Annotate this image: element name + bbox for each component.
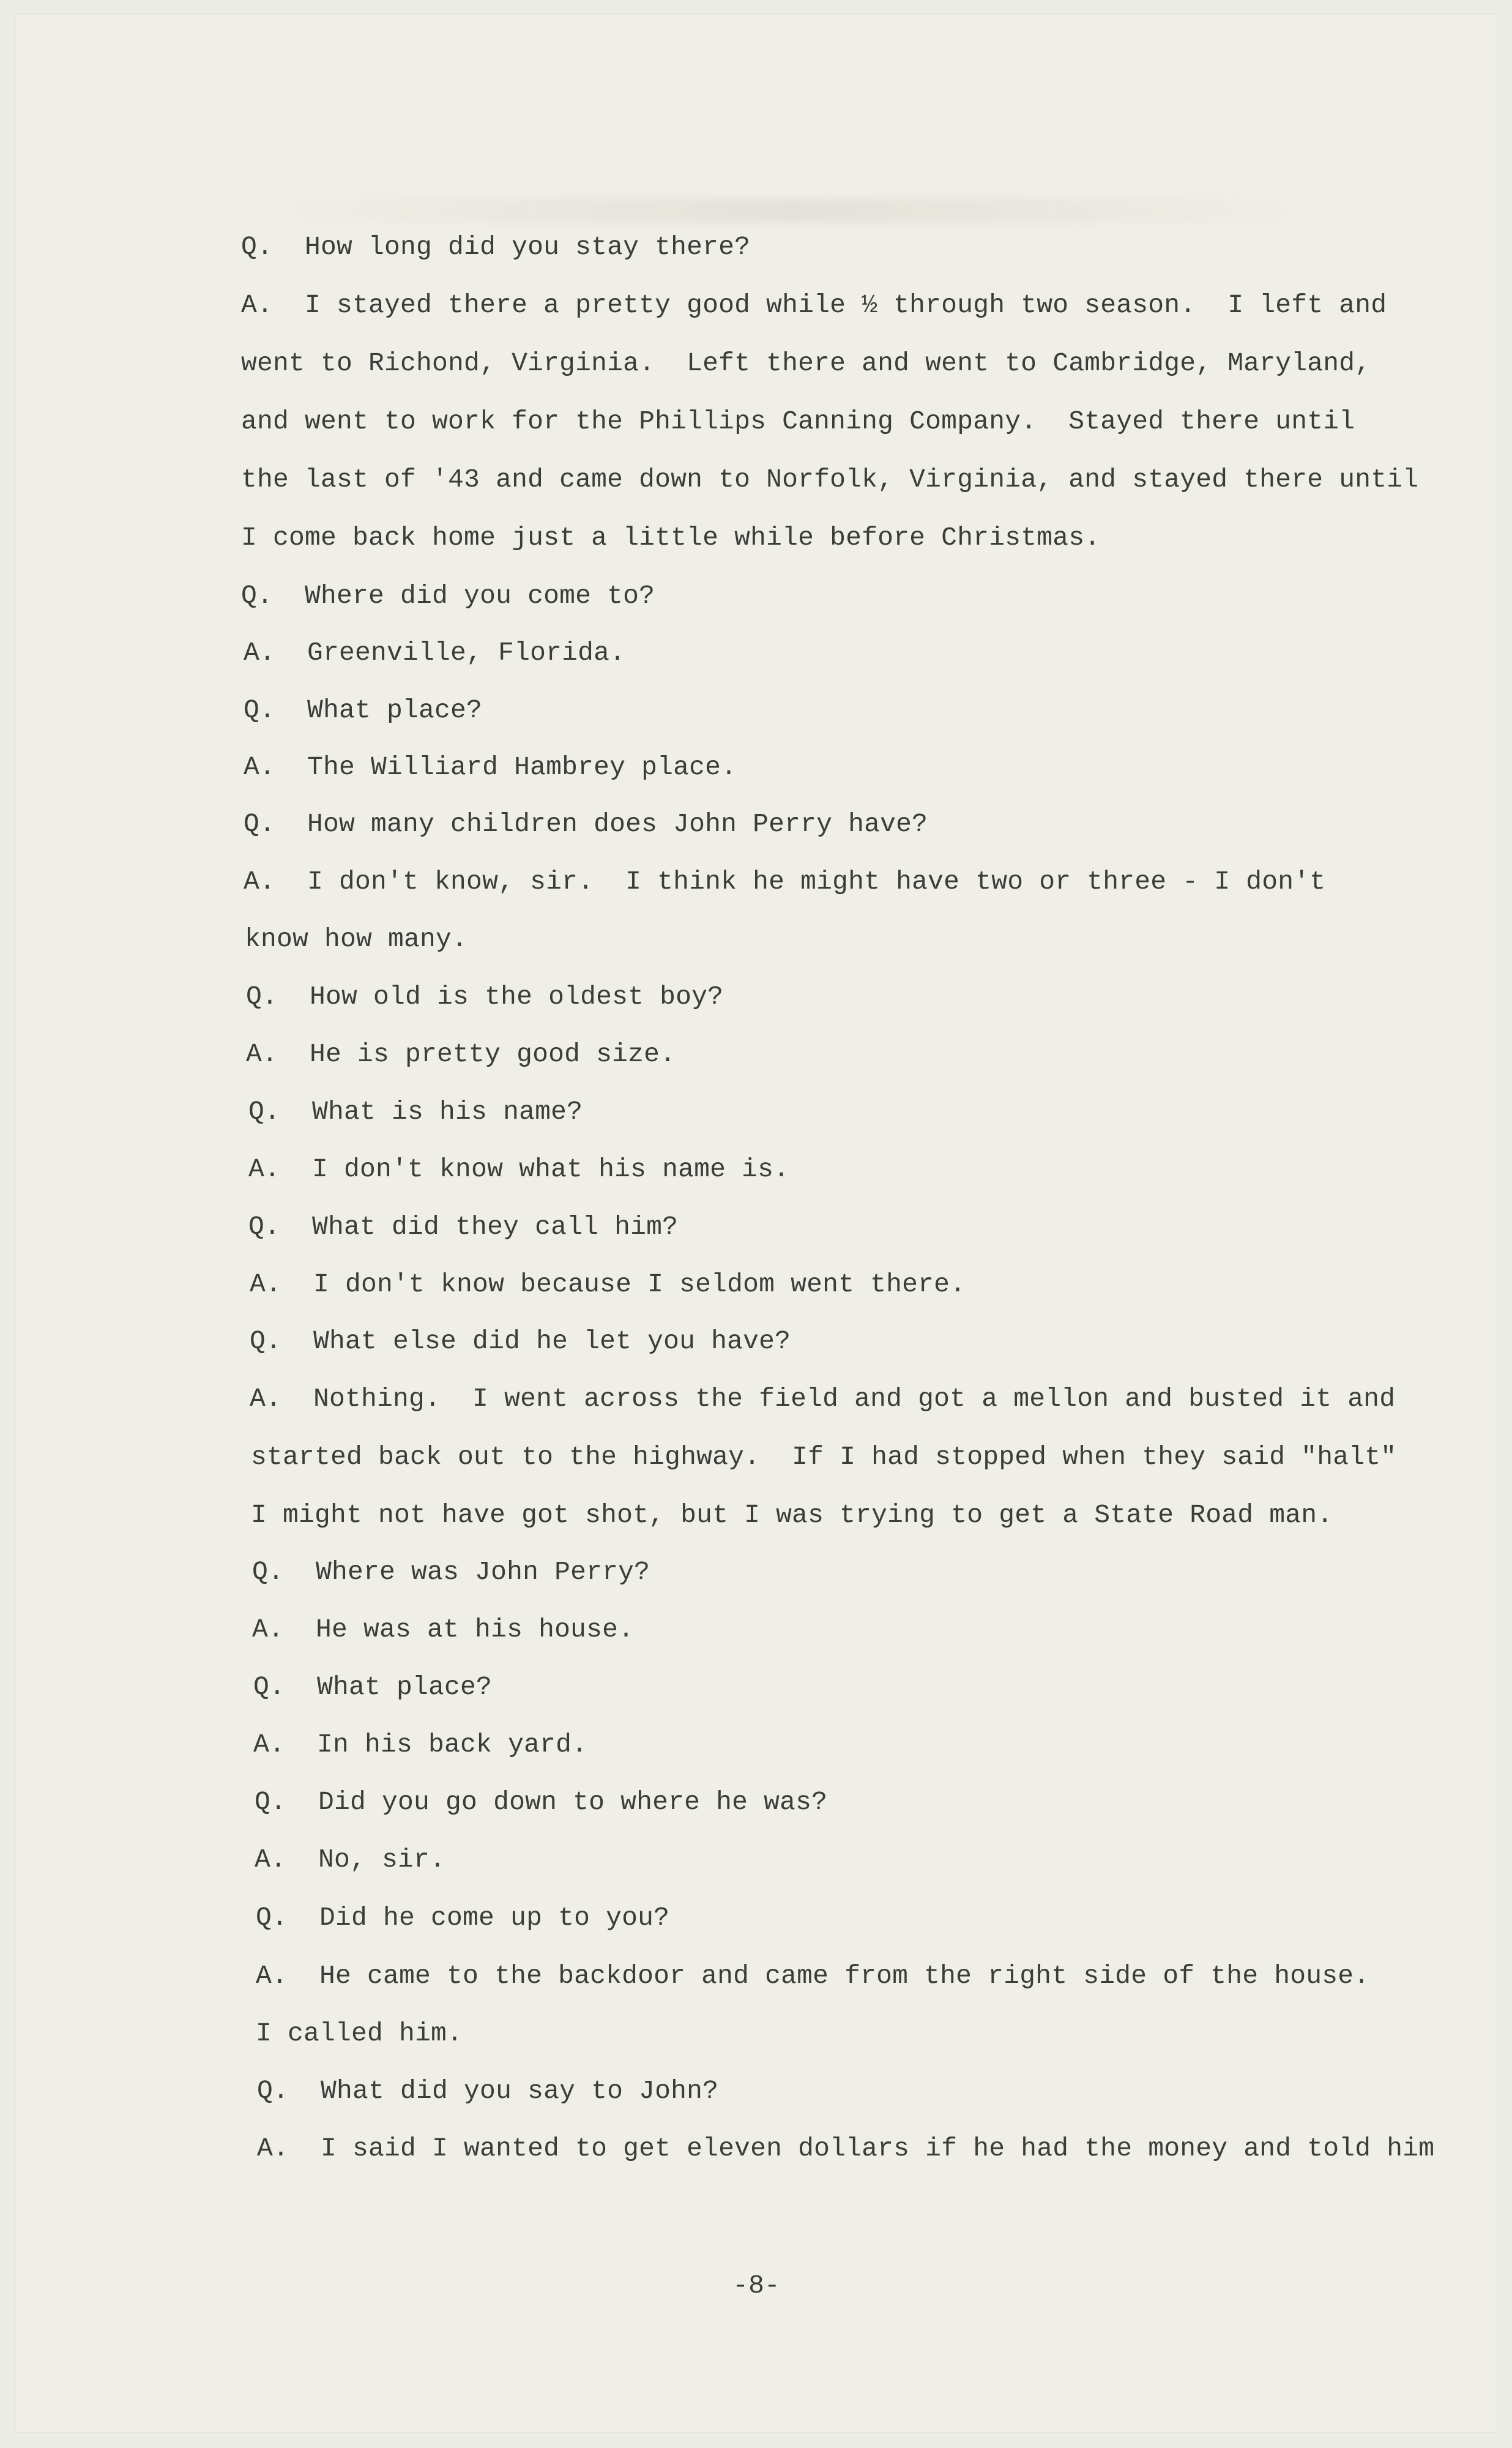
transcript-line: A. The Williard Hambrey place. (244, 752, 737, 782)
transcript-line: and went to work for the Phillips Canning Company. Stayed there until (241, 406, 1355, 436)
transcript-line: went to Richond, Virginia. Left there and went to Cambridge, Maryland, (241, 348, 1371, 378)
transcript-line: started back out to the highway. If I had stopped when they said "halt" (251, 1442, 1397, 1472)
transcript-line: I might not have got shot, but I was trying to get a State Road man. (251, 1500, 1333, 1530)
document-page (16, 15, 1497, 2432)
transcript-line: A. In his back yard. (253, 1730, 588, 1760)
transcript-line: A. I don't know what his name is. (248, 1154, 790, 1184)
transcript-line: I come back home just a little while before Christmas. (241, 523, 1101, 553)
transcript-line: Q. What did they call him? (248, 1212, 679, 1242)
transcript-line: Q. How old is the oldest boy? (246, 982, 724, 1012)
transcript-line: A. I don't know, sir. I think he might have two or three - I don't (244, 867, 1326, 897)
transcript-line: A. Greenville, Florida. (244, 638, 626, 668)
transcript-line: Q. Did you go down to where he was? (255, 1787, 828, 1817)
transcript-line: A. No, sir. (255, 1845, 446, 1875)
transcript-line: the last of '43 and came down to Norfolk, Virginia, and stayed there until (241, 465, 1419, 494)
transcript-line: A. He came to the backdoor and came from the right side of the house. (256, 1961, 1370, 1991)
transcript-line: Q. What else did he let you have? (250, 1326, 791, 1356)
transcript-line: Q. Did he come up to you? (256, 1903, 670, 1933)
transcript-line: know how many. (245, 924, 468, 954)
transcript-line: Q. How long did you stay there? (241, 232, 751, 262)
transcript-line: A. I stayed there a pretty good while ½ through two season. I left and (241, 290, 1387, 320)
transcript-line: Q. What is his name? (248, 1097, 583, 1127)
transcript-line: A. He is pretty good size. (246, 1039, 676, 1069)
transcript-line: Q. What place? (244, 695, 483, 725)
page-number: -8- (732, 2271, 780, 2301)
transcript-line: Q. How many children does John Perry have? (244, 809, 928, 839)
transcript-line: A. I don't know because I seldom went there. (250, 1269, 966, 1299)
transcript-line: A. Nothing. I went across the field and got a mellon and busted it and (250, 1384, 1396, 1414)
transcript-line: A. He was at his house. (252, 1614, 635, 1644)
transcript-line: I called him. (256, 2018, 463, 2048)
transcript-text (16, 15, 1497, 2432)
transcript-line: Q. Where was John Perry? (252, 1557, 650, 1587)
transcript-line: Q. What did you say to John? (257, 2076, 719, 2106)
transcript-line: Q. Where did you come to? (241, 581, 655, 611)
transcript-line: A. I said I wanted to get eleven dollars if he had the money and told him (257, 2133, 1435, 2163)
transcript-line: Q. What place? (253, 1672, 493, 1702)
